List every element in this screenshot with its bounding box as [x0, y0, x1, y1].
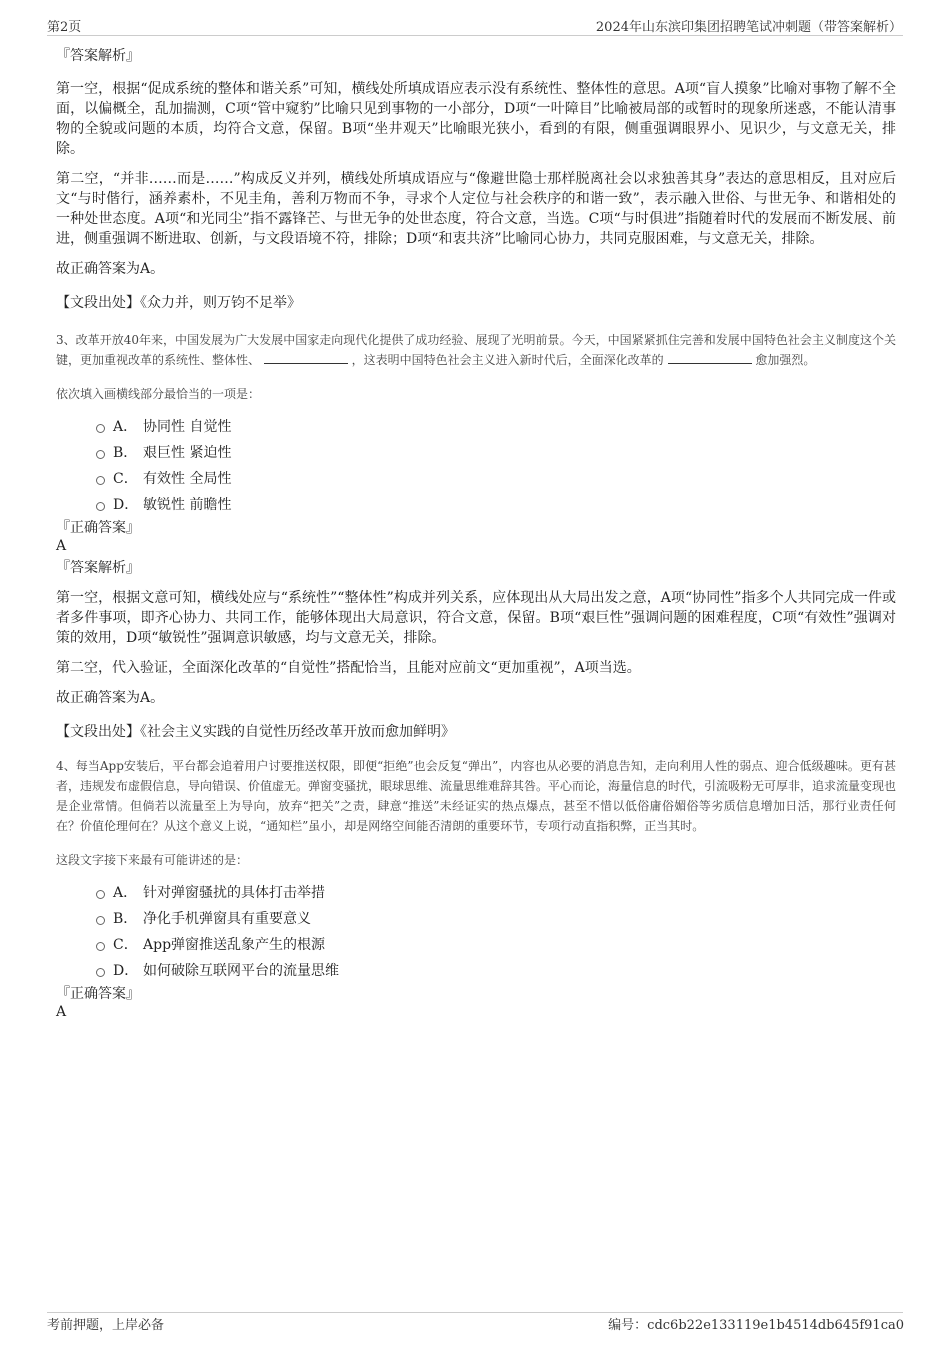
radio-button[interactable]: [96, 942, 105, 951]
option-letter: D．: [113, 497, 139, 513]
q4-options: [56, 879, 896, 983]
header-divider: [47, 35, 903, 36]
q2-conclusion: 故正确答案为A。: [56, 261, 165, 277]
q2-analysis-p2: 第二空，“并非……而是……”构成反义并列，横线处所填成语应与“像避世隐士那样脱离社会以求独善其身”表达的意思相反，且对应后文“与时偕行，涵养素朴，不见圭角，善利万物而不争，寻求个人定位与社会秩序的和谐一致”，表示融入世俗、与世无争、和谐相处的一种处世态度。A项“和光同尘”指不露锋芒、与世无争的处世态度，符合文意，当选。C项“与时俱进”指随着时代的发展而不断发展、前进，侧重强调不断进取、创新，与文段语境不符，排除；D项“和衷共济”比喻同心协力，共同克服困难，与文意无关，排除。: [56, 171, 896, 247]
q4-answer: A: [56, 1004, 67, 1020]
q3-option-c[interactable]: [56, 465, 896, 491]
radio-button[interactable]: [96, 450, 105, 459]
q4-option-a[interactable]: [56, 879, 896, 905]
option-letter: D．: [113, 963, 139, 979]
page-content: [56, 46, 896, 1021]
q3-answer-heading: 『正确答案』: [56, 520, 140, 536]
radio-button[interactable]: [96, 476, 105, 485]
radio-button[interactable]: [96, 968, 105, 977]
option-letter: A．: [113, 885, 138, 901]
option-text: 敏锐性 前瞻性: [143, 497, 232, 513]
q3-prompt: 依次填入画横线部分最恰当的一项是：: [56, 387, 261, 401]
option-text: 协同性 自觉性: [143, 419, 232, 435]
document-title: 2024年山东滨印集团招聘笔试冲刺题（带答案解析）: [595, 20, 902, 35]
q4-option-d[interactable]: [56, 957, 896, 983]
option-letter: A．: [113, 419, 138, 435]
q2-analysis-p1: 第一空，根据“促成系统的整体和谐关系”可知，横线处所填成语应表示没有系统性、整体性的意思。A项“盲人摸象”比喻对事物了解不全面，以偏概全，乱加揣测，C项“管中窥豹”比喻只见到事物的一小部分，D项“一叶障目”比喻被局部的或暂时的现象所迷惑，不能认清事物的全貌或问题的本质，均符合文意，保留。B项“坐井观天”比喻眼光狭小，看到的有限，侧重强调眼界小、见识少，与文意无关，排除。: [56, 81, 896, 157]
q3-stem-part-c: 愈加强烈。: [755, 353, 816, 367]
q3-analysis-heading: 『答案解析』: [56, 560, 140, 576]
q4-stem: 4、每当App安装后，平台都会追着用户讨要推送权限，即便“拒绝”也会反复“弹出”，内容也从必要的消息告知，走向利用人性的弱点、迎合低级趣味。更有甚者，违规发布虚假信息，导向错误、价值虚无。弹窗变骚扰，眼球思维、流量思维难辞其咎。平心而论，海量信息的时代，引流吸粉无可厚非，追求流量变现也是企业常情。但倘若以流量至上为导向，放弃“把关”之责，肆意“推送”未经证实的热点爆点，甚至不惜以低俗庸俗媚俗等劣质信息增加日活，那行业责任何在？价值伦理何在？从这个意义上说，“通知栏”虽小，却是网络空间能否清朗的重要环节，专项行动直指积弊，正当其时。: [56, 759, 897, 833]
q4-option-b[interactable]: [56, 905, 896, 931]
radio-button[interactable]: [96, 424, 105, 433]
q4-option-c[interactable]: [56, 931, 896, 957]
option-letter: C．: [113, 471, 138, 487]
q2-analysis-heading: 『答案解析』: [56, 48, 140, 64]
q3-answer: A: [56, 538, 67, 554]
option-text: 有效性 全局性: [143, 471, 232, 487]
q3-source: 【文段出处】《社会主义实践的自觉性历经改革开放而愈加鲜明》: [56, 724, 455, 740]
q4-answer-heading: 『正确答案』: [56, 986, 140, 1002]
q4-prompt: 这段文字接下来最有可能讲述的是：: [56, 853, 249, 867]
q3-option-b[interactable]: [56, 439, 896, 465]
radio-button[interactable]: [96, 890, 105, 899]
q3-stem-part-b: ，这表明中国特色社会主义进入新时代后，全面深化改革的: [351, 353, 664, 367]
page-number: 第2页: [47, 20, 82, 35]
q2-source: 【文段出处】《众力并，则万钧不足举》: [56, 295, 301, 311]
q3-stem-part-a: 3、改革开放40年来，中国发展为广大发展中国家走向现代化提供了成功经验、展现了光明前景。今天，中国紧紧抓住完善和发展中国特色社会主义制度这个关键，更加重视改革的系统性、整体性、: [56, 333, 896, 367]
q3-blank-1: [264, 351, 348, 364]
option-text: App弹窗推送乱象产生的根源: [143, 937, 326, 953]
q3-stem: [56, 330, 896, 370]
q3-option-d[interactable]: [56, 491, 896, 517]
footer-divider: [47, 1312, 903, 1313]
option-letter: C．: [113, 937, 138, 953]
radio-button[interactable]: [96, 502, 105, 511]
page-header: [0, 0, 950, 40]
footer-note: 考前押题，上岸必备: [47, 1318, 165, 1333]
option-text: 针对弹窗骚扰的具体打击举措: [143, 885, 325, 901]
q3-options: [56, 413, 896, 517]
q3-option-a[interactable]: [56, 413, 896, 439]
q3-conclusion: 故正确答案为A。: [56, 690, 165, 706]
q3-analysis-p1: 第一空，根据文意可知，横线处应与“系统性”“整体性”构成并列关系，应体现出从大局出发之意，A项“协同性”指多个人共同完成一件或者多件事项，即齐心协力、共同工作，能够体现出大局意识，符合文意，保留。B项“艰巨性”强调问题的困难程度，C项“有效性”强调对策的效用，D项“敏锐性”强调意识敏感，均与文意无关，排除。: [56, 590, 896, 646]
option-text: 如何破除互联网平台的流量思维: [143, 963, 339, 979]
option-text: 净化手机弹窗具有重要意义: [143, 911, 311, 927]
q3-analysis-p2: 第二空，代入验证，全面深化改革的“自觉性”搭配恰当，且能对应前文“更加重视”，A项当选。: [56, 660, 641, 676]
option-text: 艰巨性 紧迫性: [143, 445, 232, 461]
q3-blank-2: [668, 351, 752, 364]
option-letter: B．: [113, 911, 138, 927]
radio-button[interactable]: [96, 916, 105, 925]
document-code: 编号：cdc6b22e133119e1b4514db645f91ca0: [608, 1318, 904, 1333]
option-letter: B．: [113, 445, 138, 461]
